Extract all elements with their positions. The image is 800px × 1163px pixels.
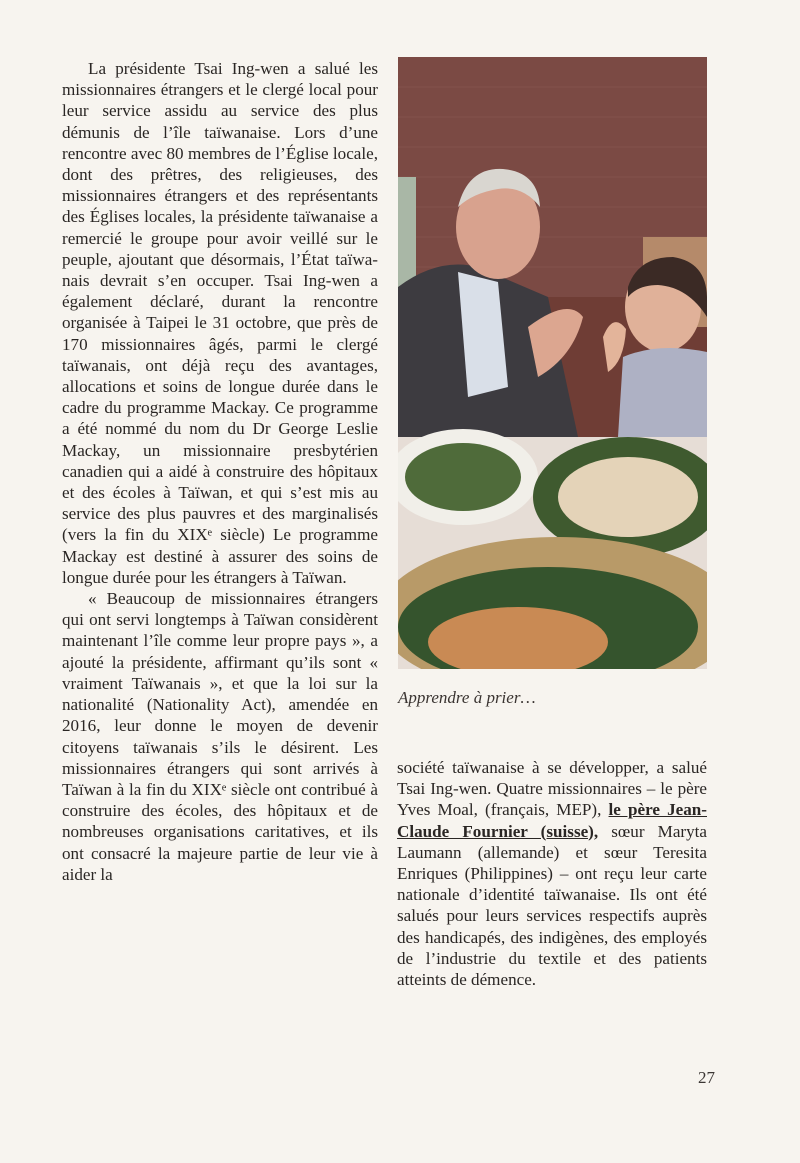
article-paragraph-3	[397, 757, 707, 990]
paragraph-3-part-b: sœur Maryta Laumann (allemande) et sœur Teresita Enriques (Philippines) – ont reçu leur carte nationale d’identité taïwanaise. Ils ont été salués pour leurs services respectifs auprès des handicapés, des indigènes, des employés de l’industrie du textile et des patients atteints de démence.	[397, 821, 707, 990]
photo-caption: Apprendre à prier…	[398, 688, 536, 707]
left-column	[62, 58, 378, 885]
article-photo	[398, 57, 707, 669]
highlighted-name: le père Jean-Claude Fournier (suisse),	[397, 800, 707, 841]
paragraph-3-part-a: société taïwanaise à se développer, a salué Tsai Ing-wen. Quatre missionnaires – le père Yves Moal, (français, MEP),	[397, 758, 707, 820]
article-paragraph-1: La présidente Tsai Ing-wen a salué les missionnaires étrangers et le clergé local pour leur service assidu au service des plus démunis de l’île taïwanaise. Lors d’une rencontre avec 80 membres de l’Église locale, dont des prêtres, des religieuses, des missionnaires étrangers et des représentants des Églises locales, la présidente taïwanaise a remercié le groupe pour avoir veillé sur le peuple, ajoutant que désormais, l’État taïwanais devrait s’en occuper. Tsai Ing-wen a également déclaré, durant la rencontre organisée à Taipei le 31 octobre, que près de 170 missionnaires âgés, parmi le clergé taïwanais, ont déjà reçu des avantages, allocations et soins de longue durée dans le cadre du programme Mackay. Ce programme a été nommé du nom du Dr George Leslie Mackay, un missionnaire presbytérien canadien qui a aidé à construire des hôpitaux et des écoles à Taïwan, et qui s’est mis au service des plus pauvres et des marginalisés (vers la fin du XIXᵉ siècle) Le programme Mackay est destiné à assurer des soins de longue durée pour les étrangers à Taïwan.	[62, 59, 378, 587]
photo-illustration	[398, 57, 707, 669]
right-column	[397, 757, 707, 990]
article-paragraph-2: « Beaucoup de missionnaires étrangers qui ont servi longtemps à Taïwan considèrent maintenant l’île comme leur propre pays », a ajouté la présidente, affirmant qu’ils sont « vraiment Taïwanais », et que la loi sur la nationalité (Nationality Act), amendée en 2016, leur donne le moyen de devenir citoyens taïwanais s’ils le désirent. Les missionnaires étrangers qui sont arrivés à Taïwan à la fin du XIXᵉ siècle ont contribué à construire des écoles, des hôpitaux et de nombreuses organisations caritatives, et ils ont consacré la majeure partie de leur vie à aider la	[62, 589, 378, 884]
page-number: 27	[698, 1068, 715, 1087]
